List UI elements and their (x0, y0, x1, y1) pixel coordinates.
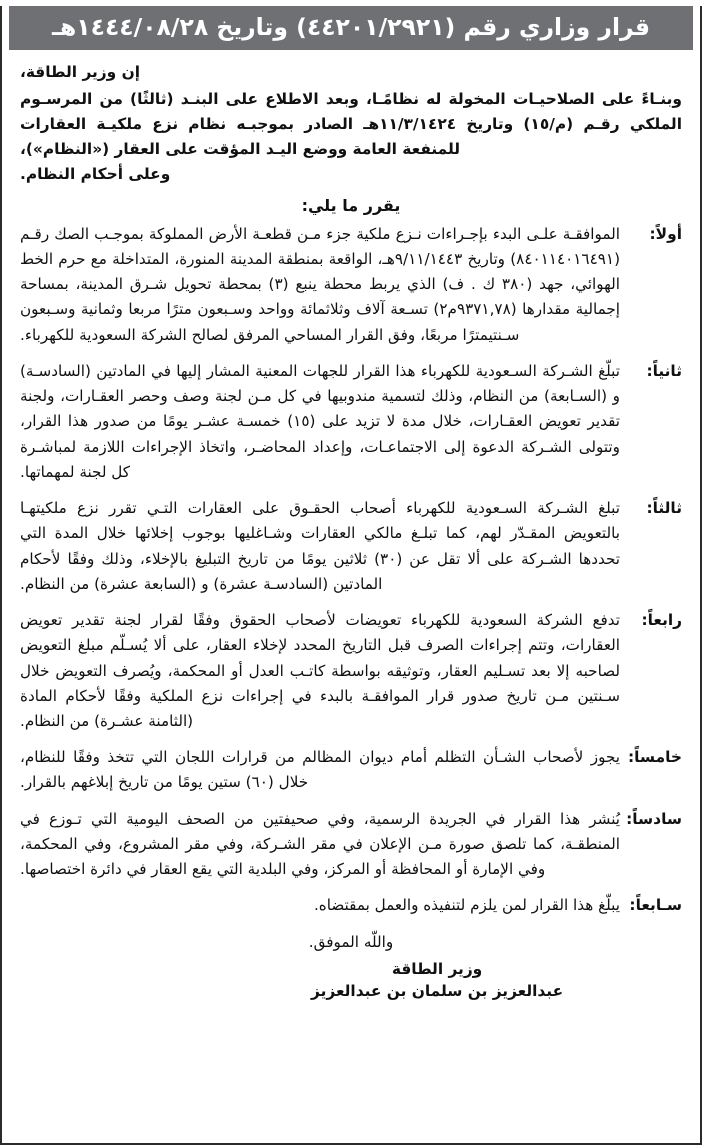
clause-6-text: يُنشر هذا القرار في الجريدة الرسمية، وفي صحيفتين من الصحف اليومية التي تـوزع في المنطقـة، كما تلصق صورة مـن الإعلان في مقر الشـركة، وفي مقر المشروع، وفي المحكمة، وفي الإمارة أو المحافظة أو المركز، وفي البلدية التي يقع العقار في دائرة اختصاصها. (20, 809, 620, 879)
clause-1-text: الموافقـة علـى البدء بإجـراءات نـزع ملكية جزء مـن قطعـة الأرض المملوكة بموجـب الصك رقـم (٨٤٠١١٤٠١٦٤٩١) وتاريخ ٩/١١/١٤٤٣هـ، الواقعة بمنطقة المدينة المنورة، المتداخلة مع حرم الخط الهوائي، جهد (٣٨٠ ك . ف) الذي يربط محطة ينبع (٣) بمحطة تحويل شـرق المدينة، بمساحة إجمالية مقدارها (٩٣٧١,٧٨م٢) تسـعة آلاف وثلاثمائة وواحد وسـبعون مترًا مربعا وثمانية وسـبعون سـنتيمترًا مربعًا، وفق القرار المساحي المرفق لصالح الشركة السعودية للكهرباء. (20, 224, 621, 344)
decides-label: يقرر ما يلي: (301, 195, 401, 215)
clause-5-text: يجوز لأصحاب الشـأن التظلم أمام ديوان المظالم من قرارات اللجان التي تتخذ وفقًا للنظام، خلال (٦٠) ستين يومًا من تاريخ إبلاغهم بالقرار. (20, 748, 620, 792)
clause-2-text: تبلّغ الشـركة السـعودية للكهرباء هذا القرار للجهات المعنية المشار إليها في المادتين (السادسـة) و (السـابعة) من النظام، وذلك لتسمية مندوبيها في كل مـن لجنة وصف وحصر العقـارات، ولجنة تقدير تعويض العقـارات، خلال مدة لا تزيد على (١٥) خمسـة عشـر يومًا من صدور هذا القرار، وتتولى الشـركة الدعوة إلى الاجتماعـات، وإعداد المحاضـر، واتخاذ الإجراءات اللازمة لمباشـرة كل لجنة لمهماتها. (20, 361, 620, 481)
clause-5-label: خامساً: (628, 748, 682, 767)
clause-6 (20, 807, 682, 883)
clause-7-label: سـابعاً: (629, 896, 682, 915)
clause-6-label: سادساً: (626, 809, 682, 828)
clause-1-label: أولاً: (649, 224, 682, 243)
clause-7-text: يبلّغ هذا القرار لمن يلزم لتنفيذه والعمل بمقتضاه. (313, 896, 620, 915)
clause-2 (20, 359, 682, 485)
preamble-tail: وعلى أحكام النظام. (20, 164, 171, 183)
decree-body (2, 50, 700, 1000)
clause-3-text: تبلغ الشـركة السـعودية للكهرباء أصحاب الحقـوق على العقارات التـي تقرر نزع ملكيتهـا بالتعويض المقـدّر لهم، كما تبلـغ مالكي العقارات وشـاغليها بوجوب إخلائها خلال المدة التي تحددها الشـركة على ألا تقل عن (٣٠) ثلاثين يومًا من تاريخ التبليغ بالإخلاء، وذلك وفقًا لأحكام المادتين (السادسـة عشرة) و (السابعة عشرة) من النظام. (20, 499, 620, 593)
preamble-body: وبنـاءً على الصلاحيـات المخولة له نظامًـا، وبعد الاطلاع على البنـد (ثالثًا) من المرسـوم الملكي رقـم (م/١٥) وتاريخ ١١/٣/١٤٢٤هـ الصادر بموجبـه نظام نزع ملكيـة العقارات للمنفعة العامة ووضع اليـد المؤقت على العقار («النظام»)، (20, 89, 682, 158)
preamble-block (20, 60, 682, 187)
decree-header-banner: قرار وزاري رقم (٤٤٢٠١/٢٩٢١) وتاريخ ١٤٤٤/٠٨/٢٨هـ (9, 6, 693, 50)
clause-7 (20, 893, 682, 919)
clause-2-label: ثانياً: (646, 361, 682, 380)
clause-1 (20, 222, 682, 348)
clause-3-label: ثالثاً: (646, 499, 682, 518)
preamble-lead: إن وزير الطاقة، (20, 63, 140, 82)
closing-line: واللّه الموفق. (308, 932, 394, 951)
signature-title: وزير الطاقة (391, 960, 483, 979)
clause-4 (20, 608, 682, 734)
clause-5 (20, 745, 682, 795)
clause-3 (20, 496, 682, 597)
decree-page (0, 6, 702, 1145)
clause-4-label: رابعاً: (641, 611, 682, 630)
signature-name: عبدالعزيز بن سلمان بن عبدالعزيز (311, 982, 564, 1001)
clause-4-text: تدفع الشركة السعودية للكهرباء تعويضات لأصحاب الحقوق وفقًا لقرار لجنة تقدير تعويض العقارات، وتتم إجراءات الصرف قبل التاريخ المحدد لإخلاء العقار، على ألا يُسـلّم مبلغ التعويض لصاحبه إلا بعد تسـليم العقار، وتوثيقه بواسطة كاتـب العدل أو المحكمة، ويُصرف التعويض خلال سـنتين مـن تاريخ صدور قرار الموافقـة بالبدء في إجراءات نزع الملكية وفقًا لأحكام المادة (الثامنة عشـرة) من النظام. (20, 611, 620, 730)
